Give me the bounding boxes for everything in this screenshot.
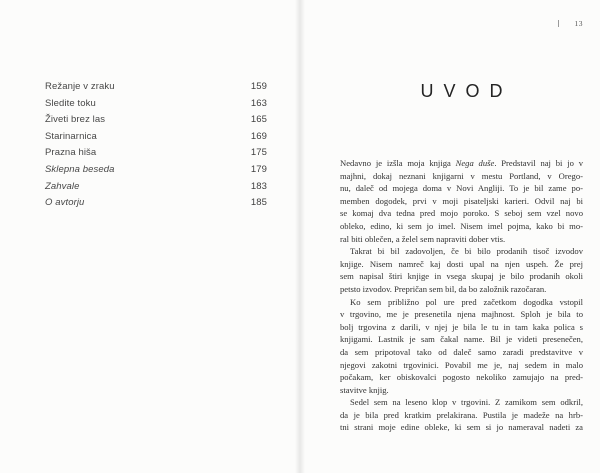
toc-entry-page-number: 185 xyxy=(250,197,267,209)
book-title-italic: Nega duše xyxy=(455,158,495,168)
toc-entry-label: Zahvale xyxy=(45,180,80,192)
toc-entry-page-number: 165 xyxy=(250,114,267,126)
chapter-body xyxy=(340,157,583,434)
toc-entry xyxy=(45,81,267,98)
toc-entry-label: Sledite toku xyxy=(45,97,96,109)
toc-entry-label: Starinarnica xyxy=(45,130,97,142)
toc-entry xyxy=(45,181,267,198)
body-line: bolj trgovina z darili, v njej je bila le tu in tam kaka polica s xyxy=(340,321,583,332)
body-line: Sedel sem na leseno klop v trgovini. Z zamikom sem odkril, xyxy=(350,397,583,408)
body-line: knjige. Nisem namreč kaj dosti upal na njen uspeh. Že prej xyxy=(340,258,583,269)
body-line: majhni, dokaj neznani knjigarni v mestu Portland, v Orego- xyxy=(340,170,583,181)
body-line: počakam, ker obiskovalci pogosto nekoliko zamujajo na pred- xyxy=(340,372,583,383)
toc-entry-label: Živeti brez las xyxy=(45,114,106,126)
body-line: knjigami. Lastnik je sam čakal name. Bil je videti presenečen, xyxy=(340,334,583,345)
toc-entry-label: Prazna hiša xyxy=(45,147,97,159)
body-line: obleko, edino, ki sem jo imel. Nisem imel pojma, kako bi mo- xyxy=(340,220,583,231)
toc-entry-page-number: 175 xyxy=(250,147,267,159)
body-line: se komaj dva tedna pred mojo poroko. S seboj sem vzel novo xyxy=(340,208,583,219)
toc-entry xyxy=(45,197,267,214)
chapter-title: UVOD xyxy=(420,81,513,101)
body-line: memben dogodek, prvi v moji pisateljski karieri. Odvil naj bi xyxy=(340,195,583,206)
toc-entry xyxy=(45,114,267,131)
body-line: stavitve knjig. xyxy=(340,384,389,395)
body-text-segment: . Predstavil naj bi jo v xyxy=(494,158,583,168)
running-header xyxy=(340,19,583,28)
page-gutter-divider xyxy=(295,0,305,473)
body-line: da je bila pred kratkim prelakirana. Pustila je madeže na hrb- xyxy=(340,409,583,420)
toc-entry-label: O avtorju xyxy=(45,197,85,209)
body-line: ral biti oblečen, a želel sem napraviti dober vtis. xyxy=(340,233,506,244)
table-of-contents xyxy=(45,81,267,214)
body-line: sem napisal štiri knjige in vsega skupaj je bilo prodanih okoli xyxy=(340,271,583,282)
body-line: nu, daleč od mojega doma v Novi Angliji. To je bil zame po- xyxy=(340,183,583,194)
body-line: da sem pripotoval tako od daleč samo zaradi predstavitve v xyxy=(340,346,583,357)
body-line: petsto izvodov. Prepričan sem bil, da bo založnik razočaran. xyxy=(340,283,547,294)
body-line: v trgovino, me je presenetila njena majhnost. Sploh je bila to xyxy=(340,309,583,320)
page-number: 13 xyxy=(574,19,583,28)
toc-entry xyxy=(45,98,267,115)
toc-entry-label: Sklepna beseda xyxy=(45,163,115,175)
body-line: Takrat bi bil zadovoljen, če bi bilo prodanih tisoč izvodov xyxy=(350,246,583,257)
toc-entry-page-number: 163 xyxy=(250,97,267,109)
toc-entry xyxy=(45,164,267,181)
body-line: tni strani moje edine obleke, ki sem si jo nameraval nadeti za xyxy=(340,422,583,433)
body-line: Ko sem približno pol ure pred začetkom dogodka vstopil xyxy=(350,296,583,307)
toc-entry-page-number: 183 xyxy=(250,180,267,192)
toc-entry-label: Režanje v zraku xyxy=(45,81,115,92)
body-line xyxy=(340,157,583,170)
toc-entry xyxy=(45,147,267,164)
toc-entry xyxy=(45,131,267,148)
toc-entry-page-number: 169 xyxy=(250,130,267,142)
toc-entry-page-number: 159 xyxy=(250,81,267,92)
body-line: njegovi zakotni trgovinici. Povabil me je, naj sedem in malo xyxy=(340,359,583,370)
header-separator-bar xyxy=(558,20,559,27)
toc-entry-page-number: 179 xyxy=(250,163,267,175)
body-text-segment: Nedavno je izšla moja knjiga xyxy=(340,158,456,168)
